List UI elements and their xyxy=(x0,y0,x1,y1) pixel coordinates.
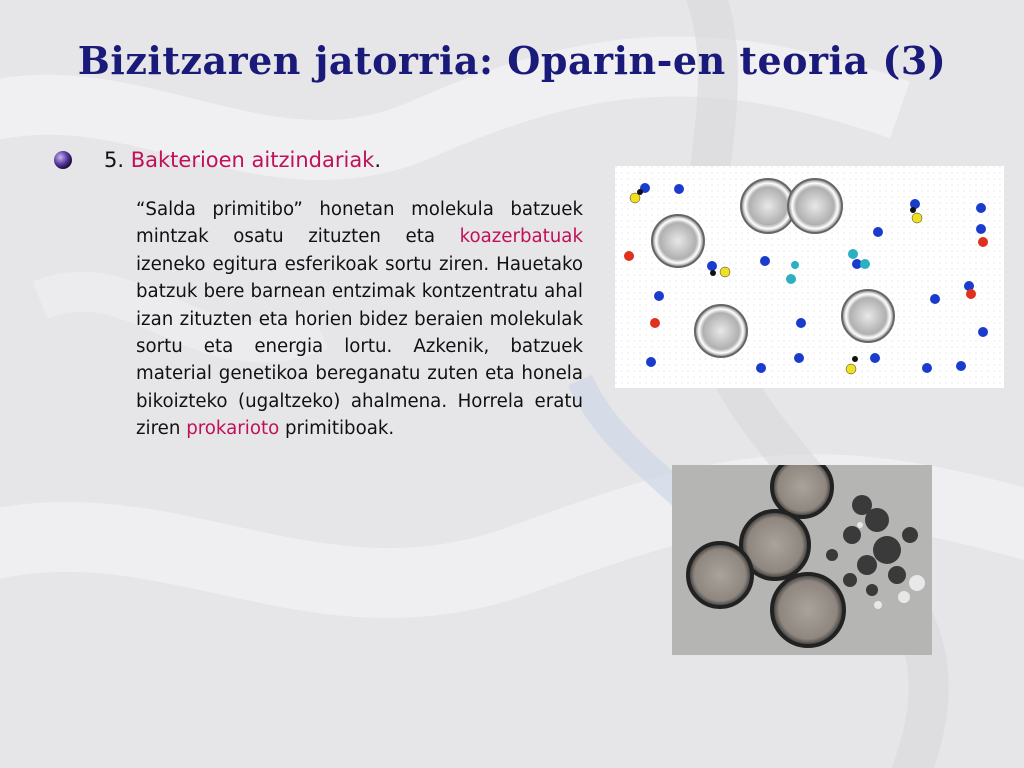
slide-title: Bizitzaren jatorria: Oparin-en teoria (3) xyxy=(77,38,947,83)
paragraph-part-1: “Salda primitibo” honetan molekula batzuek mintzak osatu zituzten eta xyxy=(136,199,583,248)
bullet-number: 5. xyxy=(104,148,125,172)
paragraph-part-3: primitiboak. xyxy=(279,418,395,440)
coacervate-molecules-diagram xyxy=(615,166,1004,388)
coacervate-droplets-micrograph xyxy=(672,465,932,655)
paragraph-part-2: izeneko egitura esferikoak sortu ziren. Hauetako batzuk bere barnean entzimak kontzentratu ahal izan zituzten eta horien bidez beraien molekulak sortu eta energia lortu. Azkenik, batzuek material genetikoa bereganatu zuten eta honela bikoizteko (ugaltzeko) ahalmena. Horrela eratu ziren xyxy=(136,253,583,440)
bullet-item xyxy=(52,148,381,172)
bullet-suffix: . xyxy=(374,148,382,172)
purple-sphere-bullet-icon xyxy=(52,149,74,171)
bullet-text xyxy=(104,148,381,172)
bullet-label: Bakterioen aitzindariak xyxy=(130,148,375,172)
term-prokarioto: prokarioto xyxy=(186,418,280,440)
body-paragraph xyxy=(136,196,583,443)
term-koazerbatuak: koazerbatuak xyxy=(459,226,583,248)
